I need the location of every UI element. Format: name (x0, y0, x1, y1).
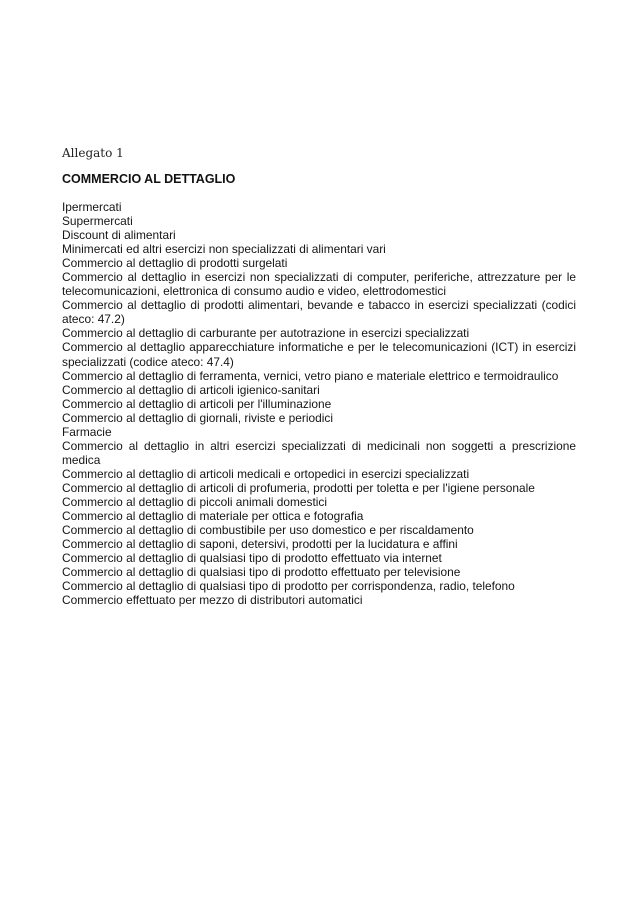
list-item: Minimercati ed altri esercizi non specializzati di alimentari vari (62, 242, 386, 257)
document-content (62, 146, 576, 607)
list-item: Commercio al dettaglio di materiale per ottica e fotografia (62, 509, 364, 524)
list-item: Commercio al dettaglio di articoli di profumeria, prodotti per toletta e per l'igiene personale (62, 480, 535, 495)
list-item: Commercio al dettaglio di qualsiasi tipo di prodotto effettuato via internet (62, 551, 442, 566)
list-item: Commercio al dettaglio di ferramenta, vernici, vetro piano e materiale elettrico e termoidraulico (62, 368, 559, 383)
list-item: Commercio al dettaglio di saponi, detersivi, prodotti per la lucidatura e affini (62, 537, 458, 552)
list-item: Commercio al dettaglio di prodotti alimentari, bevande e tabacco in esercizi specializzati (codici ateco: 47.2) (62, 298, 576, 327)
list-item: Commercio al dettaglio in esercizi non specializzati di computer, periferiche, attrezzature per le telecomunicazioni, elettronica di consumo audio e video, elettrodomestici (62, 270, 576, 299)
list-item: Commercio al dettaglio apparecchiature informatiche e per le telecomunicazioni (ICT) in esercizi specializzati (codice ateco: 47.4) (62, 340, 576, 369)
list-item: Supermercati (62, 214, 133, 229)
activity-list (62, 200, 576, 607)
list-item: Commercio al dettaglio di articoli medicali e ortopedici in esercizi specializzati (62, 466, 470, 481)
list-item: Commercio al dettaglio di piccoli animali domestici (62, 494, 328, 509)
list-item: Ipermercati (62, 200, 122, 214)
list-item: Commercio al dettaglio di qualsiasi tipo di prodotto effettuato per televisione (62, 565, 461, 580)
document-title: COMMERCIO AL DETTAGLIO (62, 172, 236, 186)
list-item: Commercio al dettaglio di combustibile per uso domestico e per riscaldamento (62, 523, 474, 538)
attachment-label: Allegato 1 (62, 146, 124, 160)
list-item: Commercio al dettaglio di qualsiasi tipo di prodotto per corrispondenza, radio, telefono (62, 579, 515, 594)
list-item: Commercio al dettaglio di articoli per l'illuminazione (62, 396, 332, 411)
list-item: Commercio al dettaglio di articoli igienico-sanitari (62, 382, 320, 397)
list-item: Commercio al dettaglio in altri esercizi specializzati di medicinali non soggetti a prescrizione medica (62, 438, 576, 467)
list-item: Discount di alimentari (62, 228, 176, 243)
list-item: Commercio al dettaglio di giornali, riviste e periodici (62, 410, 333, 425)
list-item: Commercio al dettaglio di prodotti surgelati (62, 256, 288, 271)
list-item: Commercio effettuato per mezzo di distributori automatici (62, 593, 363, 608)
list-item: Commercio al dettaglio di carburante per autotrazione in esercizi specializzati (62, 326, 470, 341)
list-item: Farmacie (62, 424, 112, 439)
